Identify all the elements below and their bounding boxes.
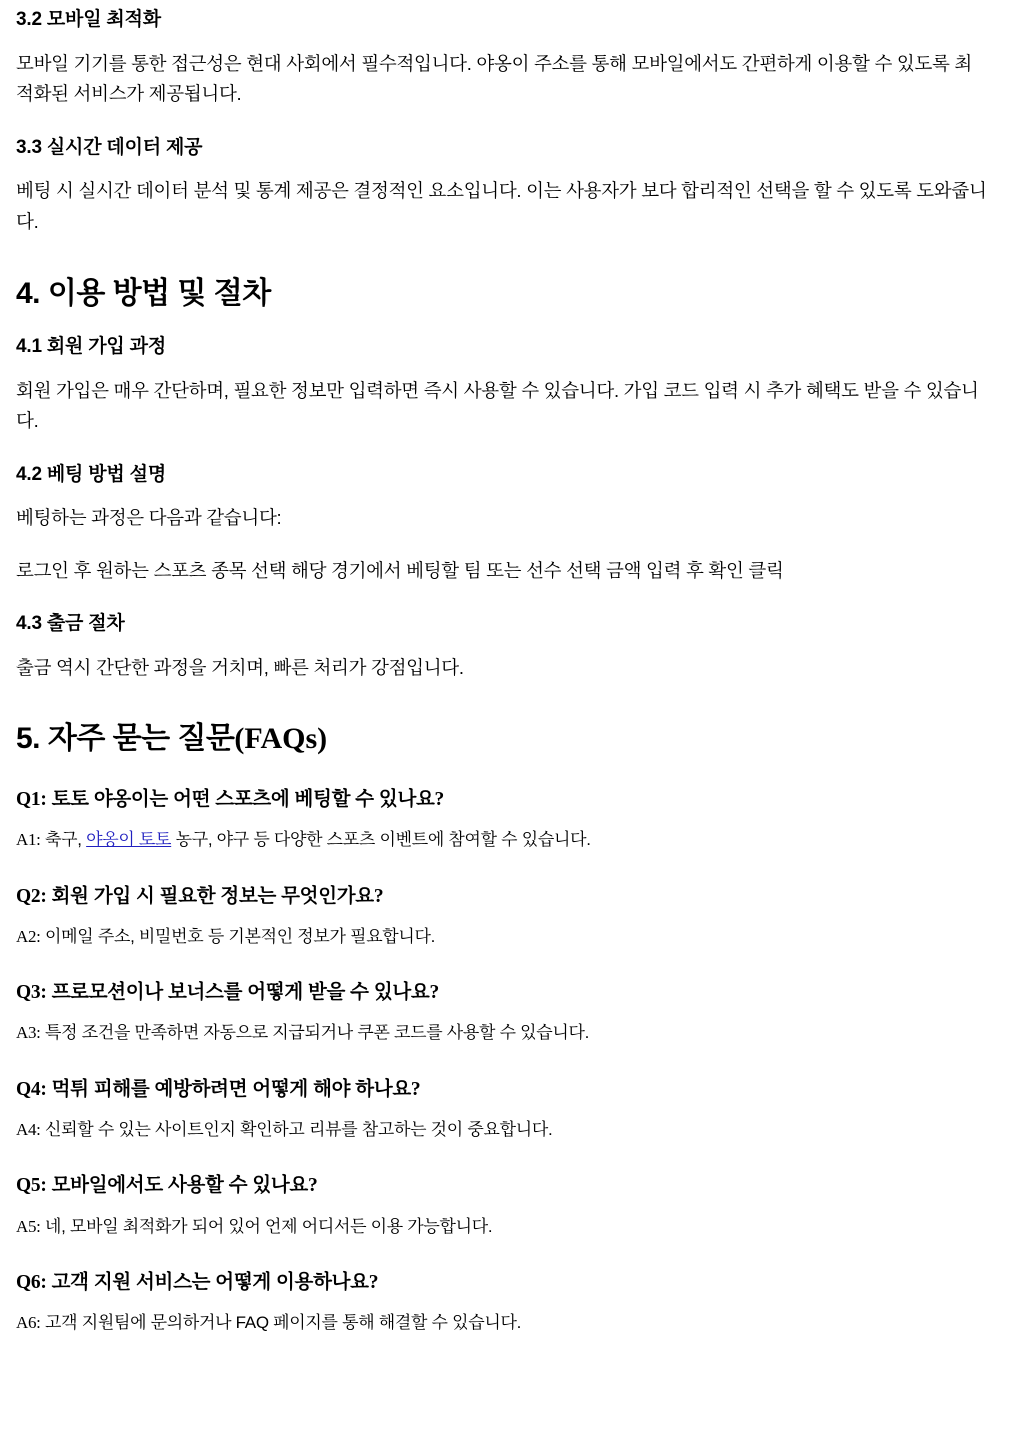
faq-question-mark-1: ? [434,789,444,811]
faq-answer-pre-6: 고객 지원팀에 문의하거나 FAQ 페이지를 통해 해결할 수 있습니다. [40,1313,521,1333]
faq-answer-post-1: 농구, 야구 등 다양한 스포츠 이벤트에 참여할 수 있습니다. [171,830,591,850]
section-body-4-1: 회원 가입은 매우 간단하며, 필요한 정보만 입력하면 즉시 사용할 수 있습니다. 가입 코드 입력 시 추가 혜택도 받을 수 있습니다. [16,379,979,432]
faq-answer-2 [16,923,988,950]
faq-question-label-6: Q6: [16,1271,47,1293]
section-body-4-3: 출금 역시 간단한 과정을 거치며, 빠른 처리가 강점입니다. [16,657,464,679]
faq-answer-pre-5: 네, 모바일 최적화가 되어 있어 언제 어디서든 이용 가능합니다. [40,1216,493,1236]
section-heading-3-3: 3.3 실시간 데이터 제공 [16,136,203,158]
faq-question-label-1: Q1: [16,789,47,811]
faq-answer-pre-4: 신뢰할 수 있는 사이트인지 확인하고 리뷰를 참고하는 것이 중요합니다. [40,1120,553,1140]
faq-question-text-2: 회원 가입 시 필요한 정보는 무엇인가요 [46,884,374,907]
section-heading-4-1: 4.1 회원 가입 과정 [16,335,166,357]
faq-answer-6 [16,1309,988,1336]
faq-answer-label-3: A3: [16,1023,41,1043]
faq-question-6 [16,1270,988,1295]
faq-question-4 [16,1077,988,1102]
section-body-3-2: 모바일 기기를 통한 접근성은 현대 사회에서 필수적입니다. 야옹이 주소를 통해 모바일에서도 간편하게 이용할 수 있도록 최적화된 서비스가 제공됩니다. [16,52,972,105]
faq-heading-korean: 5. 자주 묻는 질문 [16,721,235,755]
faq-answer-1 [16,826,988,853]
section-body-4-2-steps: 로그인 후 원하는 스포츠 종목 선택 해당 경기에서 베팅할 팀 또는 선수 선택 금액 입력 후 확인 클릭 [16,559,784,581]
faq-question-mark-3: ? [429,982,439,1004]
faq-answer-pre-3: 특정 조건을 만족하면 자동으로 지급되거나 쿠폰 코드를 사용할 수 있습니다. [40,1023,590,1043]
faq-answer-link-1[interactable]: 야옹이 토토 [86,830,172,850]
faq-question-text-3: 프로모션이나 보너스를 어떻게 받을 수 있나요 [46,981,430,1004]
faq-question-label-2: Q2: [16,885,47,907]
faq-question-text-4: 먹튀 피해를 예방하려면 어떻게 해야 하나요 [46,1077,411,1100]
faq-heading [16,720,988,758]
faq-question-label-4: Q4: [16,1078,47,1100]
section-heading-3-2: 3.2 모바일 최적화 [16,9,161,30]
faq-answer-3 [16,1019,988,1046]
faq-answer-4 [16,1116,988,1143]
faq-question-1 [16,787,988,812]
faq-answer-label-2: A2: [16,926,41,946]
faq-question-mark-2: ? [373,885,384,907]
faq-heading-english: (FAQs) [234,721,328,755]
faq-question-text-1: 토토 야옹이는 어떤 스포츠에 베팅할 수 있나요 [46,788,435,811]
faq-question-label-5: Q5: [16,1175,47,1197]
faq-question-text-6: 고객 지원 서비스는 어떻게 이용하나요 [46,1270,369,1293]
faq-question-mark-5: ? [307,1175,318,1197]
main-heading-4: 4. 이용 방법 및 절차 [16,277,271,311]
faq-answer-pre-2: 이메일 주소, 비밀번호 등 기본적인 정보가 필요합니다. [40,926,436,946]
faq-question-text-5: 모바일에서도 사용할 수 있나요 [46,1174,308,1197]
section-heading-4-3: 4.3 출금 절차 [16,613,125,635]
faq-answer-label-6: A6: [16,1313,41,1333]
faq-answer-label-1: A1: [16,830,41,850]
section-body-3-3: 베팅 시 실시간 데이터 분석 및 통계 제공은 결정적인 요소입니다. 이는 사용자가 보다 합리적인 선택을 할 수 있도록 도와줍니다. [16,180,987,232]
faq-question-3 [16,980,988,1005]
faq-answer-label-5: A5: [16,1216,41,1236]
section-heading-4-2: 4.2 베팅 방법 설명 [16,463,166,485]
faq-question-mark-6: ? [368,1271,379,1293]
faq-question-2 [16,884,988,909]
faq-question-label-3: Q3: [16,982,47,1004]
section-body-4-2: 베팅하는 과정은 다음과 같습니다: [16,507,282,529]
faq-answer-pre-1: 축구, [40,830,87,850]
faq-question-mark-4: ? [410,1078,421,1100]
faq-answer-5 [16,1213,988,1240]
faq-question-5 [16,1173,988,1198]
faq-answer-label-4: A4: [16,1120,41,1140]
